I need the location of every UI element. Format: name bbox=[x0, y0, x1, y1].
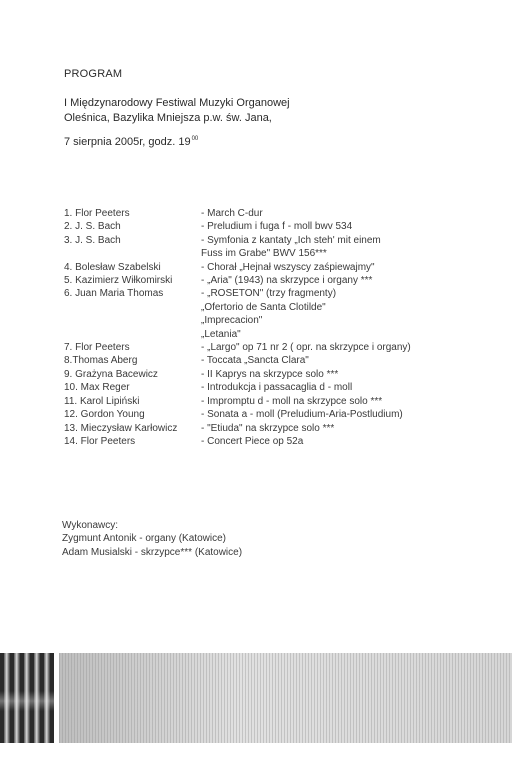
list-item bbox=[64, 368, 474, 381]
work-title bbox=[201, 287, 474, 341]
work-title bbox=[201, 395, 474, 408]
composer-name: 14. Flor Peeters bbox=[64, 435, 136, 447]
composer-name: 4. Bolesław Szabelski bbox=[64, 261, 161, 273]
date-text: 7 sierpnia 2005r, godz. 19 bbox=[64, 136, 191, 148]
program-list bbox=[64, 207, 474, 448]
work-title bbox=[201, 368, 474, 381]
work-title bbox=[201, 422, 474, 435]
list-item bbox=[64, 435, 474, 448]
composer-name: 5. Kazimierz Wiłkomirski bbox=[64, 275, 173, 287]
page-title: PROGRAM bbox=[64, 68, 123, 80]
concert-date bbox=[64, 136, 198, 148]
list-item bbox=[64, 408, 474, 421]
festival-name: I Międzynarodowy Festiwal Muzyki Organowej bbox=[64, 97, 290, 109]
festival-info bbox=[64, 96, 290, 126]
list-item bbox=[64, 261, 474, 274]
composer-name: 6. Juan Maria Thomas bbox=[64, 288, 164, 300]
work-line: - Concert Piece op 52a bbox=[201, 435, 304, 447]
work-line: - „ROSETON" (trzy fragmenty) bbox=[201, 288, 337, 300]
work-line: - „Largo" op 71 nr 2 ( opr. na skrzypce i organy) bbox=[201, 342, 411, 354]
list-item bbox=[64, 207, 474, 220]
performer-2: Adam Musialski - skrzypce*** (Katowice) bbox=[62, 546, 243, 558]
work-title bbox=[201, 261, 474, 274]
work-title bbox=[201, 274, 474, 287]
composer-name: 8.Thomas Aberg bbox=[64, 355, 138, 367]
composer-name: 10. Max Reger bbox=[64, 382, 130, 394]
work-title bbox=[201, 354, 474, 367]
work-line: - Introdukcja i passacaglia d - moll bbox=[201, 382, 353, 394]
work-line: - Impromptu d - moll na skrzypce solo *** bbox=[201, 395, 383, 407]
composer-name: 2. J. S. Bach bbox=[64, 221, 121, 233]
performers-heading: Wykonawcy: bbox=[62, 520, 119, 531]
work-title bbox=[201, 381, 474, 394]
list-item bbox=[64, 274, 474, 287]
work-title bbox=[201, 408, 474, 421]
list-item bbox=[64, 287, 474, 341]
work-line: „Ofertorio de Santa Clotilde" bbox=[201, 301, 326, 313]
work-title bbox=[201, 435, 474, 448]
work-line: - March C-dur bbox=[201, 208, 263, 219]
work-line: - II Kaprys na skrzypce solo *** bbox=[201, 368, 339, 380]
work-title bbox=[201, 234, 474, 261]
composer-name: 3. J. S. Bach bbox=[64, 234, 121, 246]
composer-name: 1. Flor Peeters bbox=[64, 208, 130, 219]
decorative-stripe-band bbox=[59, 653, 512, 743]
list-item bbox=[64, 422, 474, 435]
work-line: „Imprecacion" bbox=[201, 315, 263, 327]
composer-name: 12. Gordon Young bbox=[64, 409, 145, 421]
work-line: - Preludium i fuga f - moll bwv 534 bbox=[201, 221, 353, 233]
work-line: „Letania" bbox=[201, 328, 241, 340]
work-title bbox=[201, 220, 474, 233]
list-item bbox=[64, 220, 474, 233]
work-title bbox=[201, 207, 474, 220]
list-item bbox=[64, 341, 474, 354]
composer-name: 9. Grażyna Bacewicz bbox=[64, 368, 158, 380]
composer-name: 11. Karol Lipiński bbox=[64, 395, 140, 407]
work-line: - Toccata „Sancta Clara" bbox=[201, 355, 309, 367]
list-item bbox=[64, 234, 474, 261]
work-title bbox=[201, 341, 474, 354]
composer-name: 7. Flor Peeters bbox=[64, 342, 130, 354]
work-line: Fuss im Grabe" BWV 156*** bbox=[201, 248, 327, 260]
work-line: - Chorał „Hejnał wszyscy zaśpiewajmy" bbox=[201, 261, 375, 273]
work-line: - „Aria" (1943) na skrzypce i organy *** bbox=[201, 275, 373, 287]
list-item bbox=[64, 354, 474, 367]
performers-section bbox=[62, 519, 242, 559]
work-line: - Sonata a - moll (Preludium-Aria-Postludium) bbox=[201, 409, 403, 421]
work-line: - Symfonia z kantaty „Ich steh' mit einem bbox=[201, 234, 381, 246]
work-line: - "Etiuda" na skrzypce solo *** bbox=[201, 422, 335, 434]
list-item bbox=[64, 381, 474, 394]
composer-name: 13. Mieczysław Karłowicz bbox=[64, 422, 178, 434]
date-superscript: 00 bbox=[191, 136, 199, 143]
performer-1: Zygmunt Antonik - organy (Katowice) bbox=[62, 533, 226, 545]
venue: Oleśnica, Bazylika Mniejsza p.w. św. Jana, bbox=[64, 112, 272, 124]
list-item bbox=[64, 395, 474, 408]
organ-pipes-photo bbox=[0, 653, 54, 743]
